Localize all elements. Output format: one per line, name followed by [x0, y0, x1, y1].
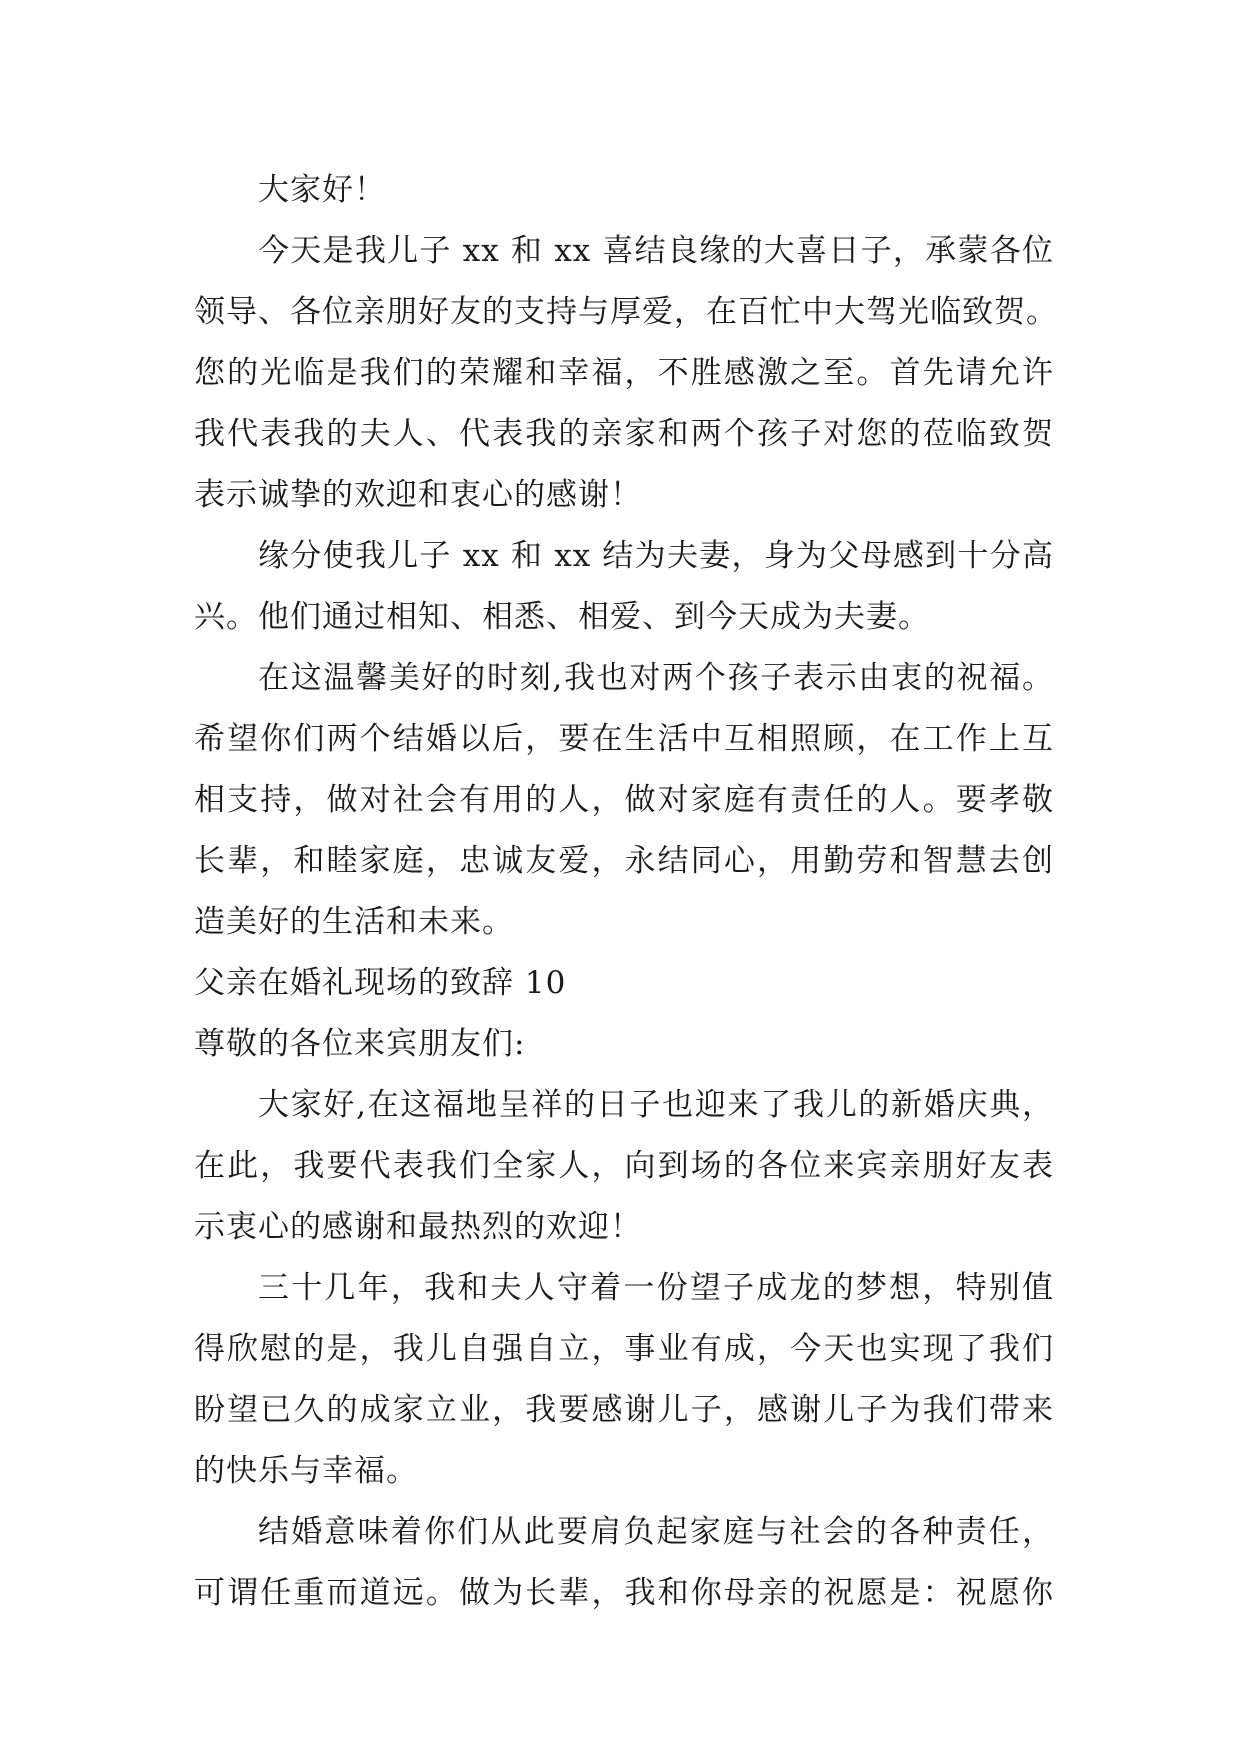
text-line: 尊敬的各位来宾朋友们: — [194, 1026, 526, 1062]
text-line: 兴。他们通过相知、相悉、相爱、到今天成为夫妻。 — [194, 599, 930, 635]
text-line: 可谓任重而道远。做为长辈，我和你母亲的祝愿是：祝愿你 — [194, 1575, 1054, 1611]
text-line: 三十几年，我和夫人守着一份望子成龙的梦想，特别值 — [258, 1270, 1054, 1306]
text-line: 结婚意味着你们从此要肩负起家庭与社会的各种责任， — [258, 1514, 1054, 1550]
text-line: 希望你们两个结婚以后，要在生活中互相照顾，在工作上互 — [194, 721, 1054, 757]
document-body — [194, 160, 1058, 1624]
text-line: 我代表我的夫人、代表我的亲家和两个孩子对您的莅临致贺 — [194, 416, 1054, 452]
text-line: 在这温馨美好的时刻,我也对两个孩子表示由衷的祝福。 — [258, 660, 1054, 696]
text-line: 您的光临是我们的荣耀和幸福，不胜感激之至。首先请允许 — [194, 355, 1054, 391]
text-line: 今天是我儿子 xx 和 xx 喜结良缘的大喜日子，承蒙各位 — [258, 233, 1054, 269]
text-line: 领导、各位亲朋好友的支持与厚爱，在百忙中大驾光临致贺。 — [194, 294, 1058, 330]
text-line: 长辈，和睦家庭，忠诚友爱，永结同心，用勤劳和智慧去创 — [194, 843, 1054, 879]
text-line: 在此，我要代表我们全家人，向到场的各位来宾亲朋好友表 — [194, 1148, 1054, 1184]
text-line: 大家好！ — [258, 172, 386, 208]
text-line: 示衷心的感谢和最热烈的欢迎！ — [194, 1209, 642, 1245]
text-line: 表示诚挚的欢迎和衷心的感谢！ — [194, 477, 642, 513]
text-line: 盼望已久的成家立业，我要感谢儿子，感谢儿子为我们带来 — [194, 1392, 1054, 1428]
text-line: 缘分使我儿子 xx 和 xx 结为夫妻，身为父母感到十分高 — [258, 538, 1054, 574]
text-line: 得欣慰的是，我儿自强自立，事业有成，今天也实现了我们 — [194, 1331, 1054, 1367]
text-line: 的快乐与幸福。 — [194, 1453, 418, 1489]
text-line: 造美好的生活和未来。 — [194, 904, 514, 940]
text-line: 父亲在婚礼现场的致辞 10 — [194, 965, 567, 1001]
text-line: 大家好,在这福地呈祥的日子也迎来了我儿的新婚庆典， — [258, 1087, 1054, 1123]
text-line: 相支持，做对社会有用的人，做对家庭有责任的人。要孝敬 — [194, 782, 1054, 818]
